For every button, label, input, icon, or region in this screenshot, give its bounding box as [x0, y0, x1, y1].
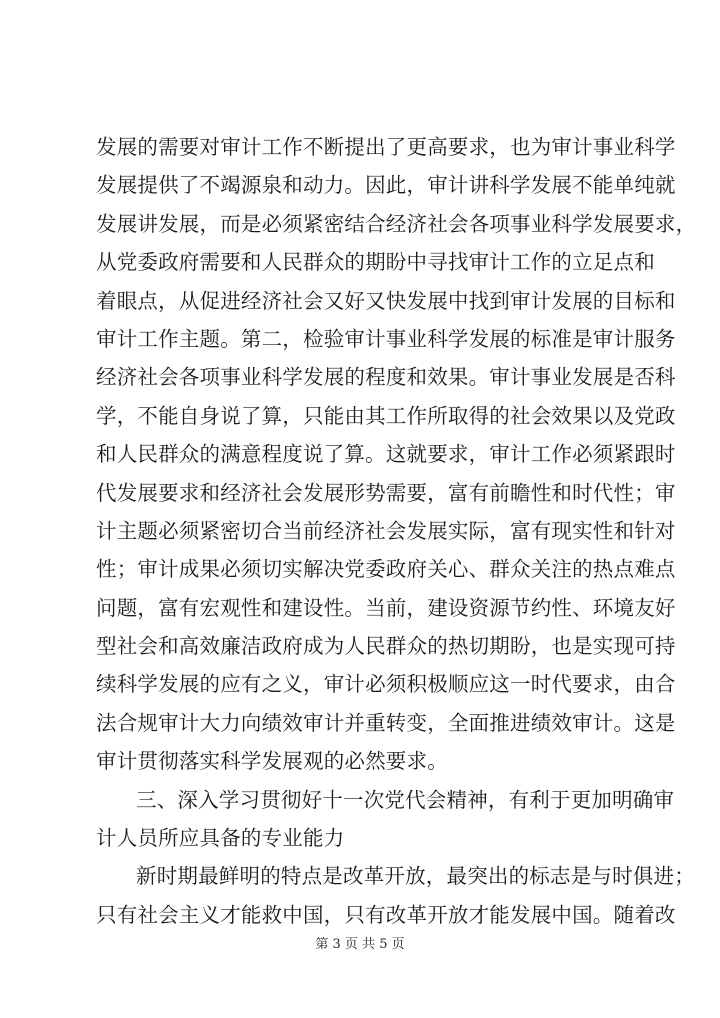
text-line: 续科学发展的应有之义，审计必须积极顺应这一时代要求，由合 — [96, 672, 676, 697]
text-line: 着眼点，从促进经济社会又好又快发展中找到审计发展的目标和 — [96, 288, 676, 313]
page-number-footer: 第 3 页 共 5 页 — [315, 937, 405, 952]
section-heading-line: 计人员所应具备的专业能力 — [96, 826, 345, 851]
text-line: 代发展要求和经济社会发展形势需要，富有前瞻性和时代性；审 — [96, 480, 676, 505]
text-line: 审计工作主题。第二，检验审计事业科学发展的标准是审计服务 — [96, 326, 676, 351]
text-line: 问题，富有宏观性和建设性。当前，建设资源节约性、环境友好 — [96, 595, 676, 620]
text-line: 发展提供了不竭源泉和动力。因此，审计讲科学发展不能单纯就 — [96, 173, 676, 198]
text-line: 和人民群众的满意程度说了算。这就要求，审计工作必须紧跟时 — [96, 442, 676, 467]
text-line: 只有社会主义才能救中国，只有改革开放才能发展中国。随着改 — [96, 902, 676, 927]
text-line: 型社会和高效廉洁政府成为人民群众的热切期盼，也是实现可持 — [96, 634, 676, 659]
document-body — [96, 128, 697, 934]
text-line: 发展讲发展，而是必须紧密结合经济社会各项事业科学发展要求， — [96, 211, 697, 236]
text-line: 经济社会各项事业科学发展的程度和效果。审计事业发展是否科 — [96, 365, 676, 390]
text-line: 法合规审计大力向绩效审计并重转变，全面推进绩效审计。这是 — [96, 710, 676, 735]
text-line: 从党委政府需要和人民群众的期盼中寻找审计工作的立足点和 — [96, 250, 655, 275]
text-line: 学，不能自身说了算，只能由其工作所取得的社会效果以及党政 — [96, 403, 676, 428]
text-line: 计主题必须紧密切合当前经济社会发展实际，富有现实性和针对 — [96, 518, 676, 543]
section-heading-line: 三、深入学习贯彻好十一次党代会精神，有利于更加明确审 — [136, 787, 675, 812]
text-line: 新时期最鲜明的特点是改革开放，最突出的标志是与时俱进； — [136, 864, 695, 889]
text-line: 发展的需要对审计工作不断提出了更高要求，也为审计事业科学 — [96, 135, 676, 159]
text-line: 性；审计成果必须切实解决党委政府关心、群众关注的热点难点 — [96, 557, 676, 582]
text-line: 审计贯彻落实科学发展观的必然要求。 — [96, 749, 448, 774]
